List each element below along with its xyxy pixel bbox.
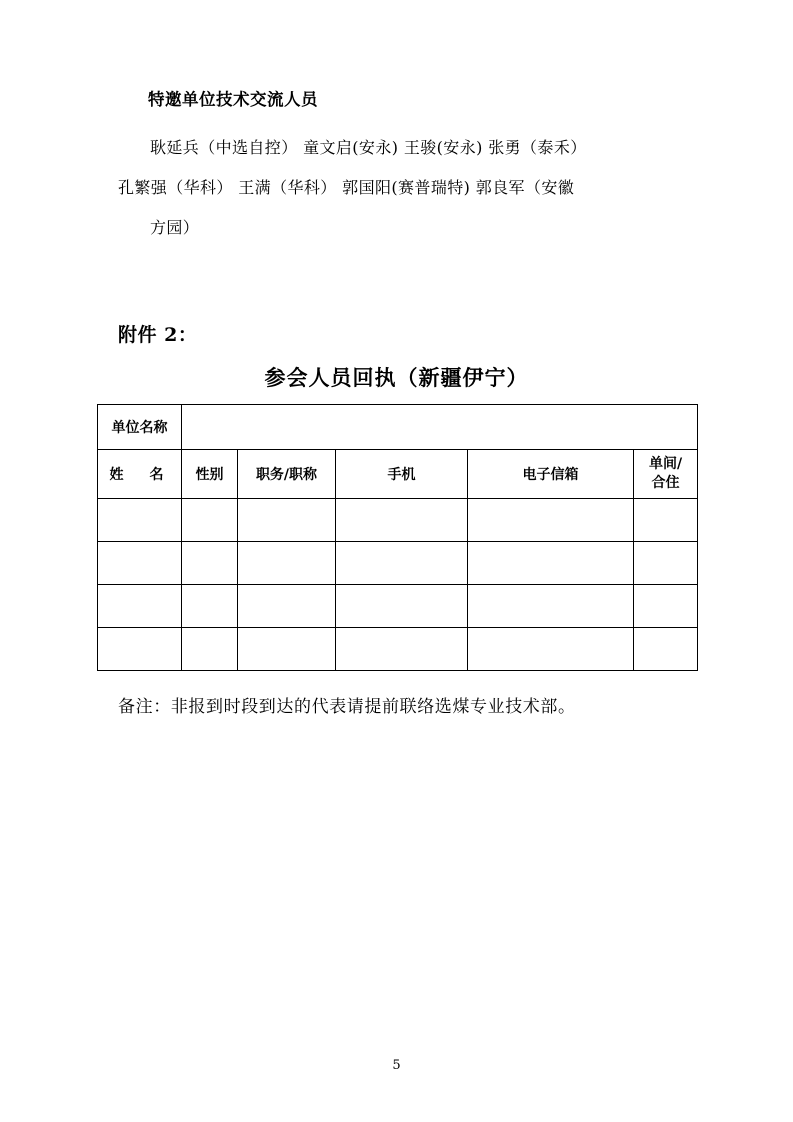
cell-name[interactable] [98,628,182,671]
table-row [98,542,698,585]
cell-room[interactable] [634,585,698,628]
invited-personnel-paragraph [118,128,698,248]
cell-email[interactable] [468,585,634,628]
header-email: 电子信箱 [468,450,634,499]
header-room-line2: 合住 [651,475,680,491]
cell-room[interactable] [634,542,698,585]
section-heading: 特邀单位技术交流人员 [148,90,318,109]
cell-mobile[interactable] [336,585,468,628]
header-room [634,450,698,499]
table-header-row [98,450,698,499]
paragraph-line-2: 孔繁强（华科） 王满（华科） 郭国阳(赛普瑞特) 郭良军（安徽 [118,178,575,197]
table-row-unit [98,405,698,450]
cell-title[interactable] [238,499,336,542]
cell-title[interactable] [238,585,336,628]
paragraph-line-1-text: 耿延兵（中选自控） 童文启(安永) 王骏(安永) 张勇（泰禾） [150,138,587,157]
cell-gender[interactable] [182,542,238,585]
cell-gender[interactable] [182,628,238,671]
table-note: 备注：非报到时段到达的代表请提前联络选煤专业技术部。 [118,697,576,717]
unit-name-value[interactable] [182,405,698,450]
attendee-reply-table [97,404,698,671]
cell-gender[interactable] [182,585,238,628]
table-title: 参会人员回执（新疆伊宁） [264,365,529,390]
table-row [98,628,698,671]
cell-mobile[interactable] [336,542,468,585]
cell-name[interactable] [98,499,182,542]
paragraph-line-1 [118,128,698,168]
header-room-line1: 单间/ [648,456,683,472]
unit-name-label: 单位名称 [98,405,182,450]
page-number: 5 [392,1058,401,1073]
cell-email[interactable] [468,542,634,585]
cell-mobile[interactable] [336,628,468,671]
cell-name[interactable] [98,542,182,585]
cell-title[interactable] [238,628,336,671]
paragraph-line-3 [118,208,698,248]
cell-gender[interactable] [182,499,238,542]
cell-name[interactable] [98,585,182,628]
header-title: 职务/职称 [238,450,336,499]
cell-room[interactable] [634,499,698,542]
cell-email[interactable] [468,499,634,542]
header-gender: 性别 [182,450,238,499]
cell-title[interactable] [238,542,336,585]
cell-room[interactable] [634,628,698,671]
cell-email[interactable] [468,628,634,671]
header-mobile: 手机 [336,450,468,499]
table-row [98,499,698,542]
cell-mobile[interactable] [336,499,468,542]
paragraph-line-3-text: 方园） [150,218,200,237]
header-name: 姓 名 [98,450,182,499]
table-row [98,585,698,628]
attachment-label: 附件 2： [118,324,198,346]
